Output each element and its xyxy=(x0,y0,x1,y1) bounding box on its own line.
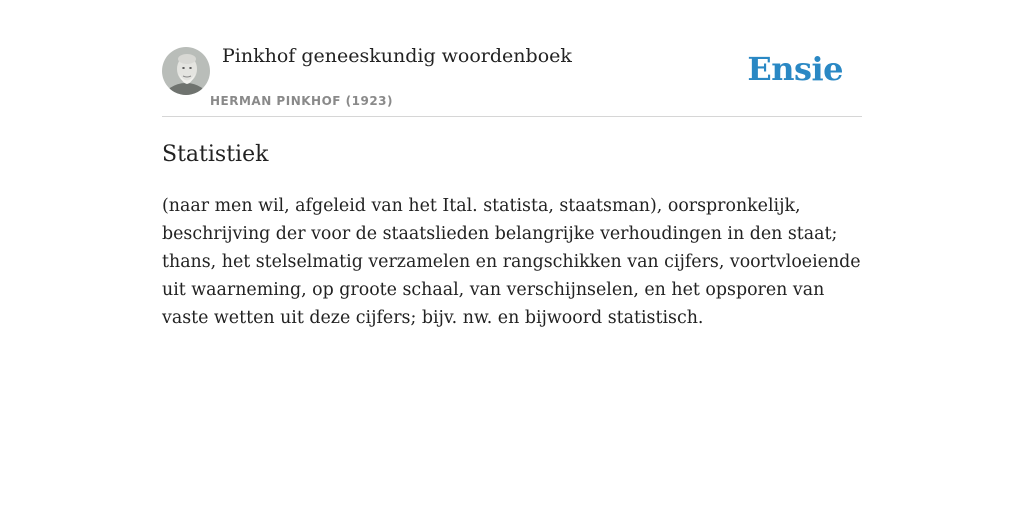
dictionary-author: HERMAN PINKHOF (1923) xyxy=(210,94,394,108)
page-header xyxy=(162,0,862,117)
entry-definition: (naar men wil, afgeleid van het Ital. statista, staatsman), oorspronkelijk, beschrijving der voor de staatslieden belangrijke verhoudingen in den staat; thans, het stelselmatig verzamelen en rangschikken van cijfers, voortvloeiende uit waarneming, op groote schaal, van verschijnselen, en het opsporen van vaste wetten uit deze cijfers; bijv. nw. en bijwoord statistisch. xyxy=(162,196,861,328)
author-portrait-icon xyxy=(162,47,210,95)
entry-title: Statistiek xyxy=(162,142,269,167)
author-avatar[interactable] xyxy=(162,47,210,95)
dictionary-title-link[interactable]: Pinkhof geneeskundig woordenboek xyxy=(222,45,572,67)
ensie-logo[interactable]: Ensie xyxy=(747,50,843,88)
